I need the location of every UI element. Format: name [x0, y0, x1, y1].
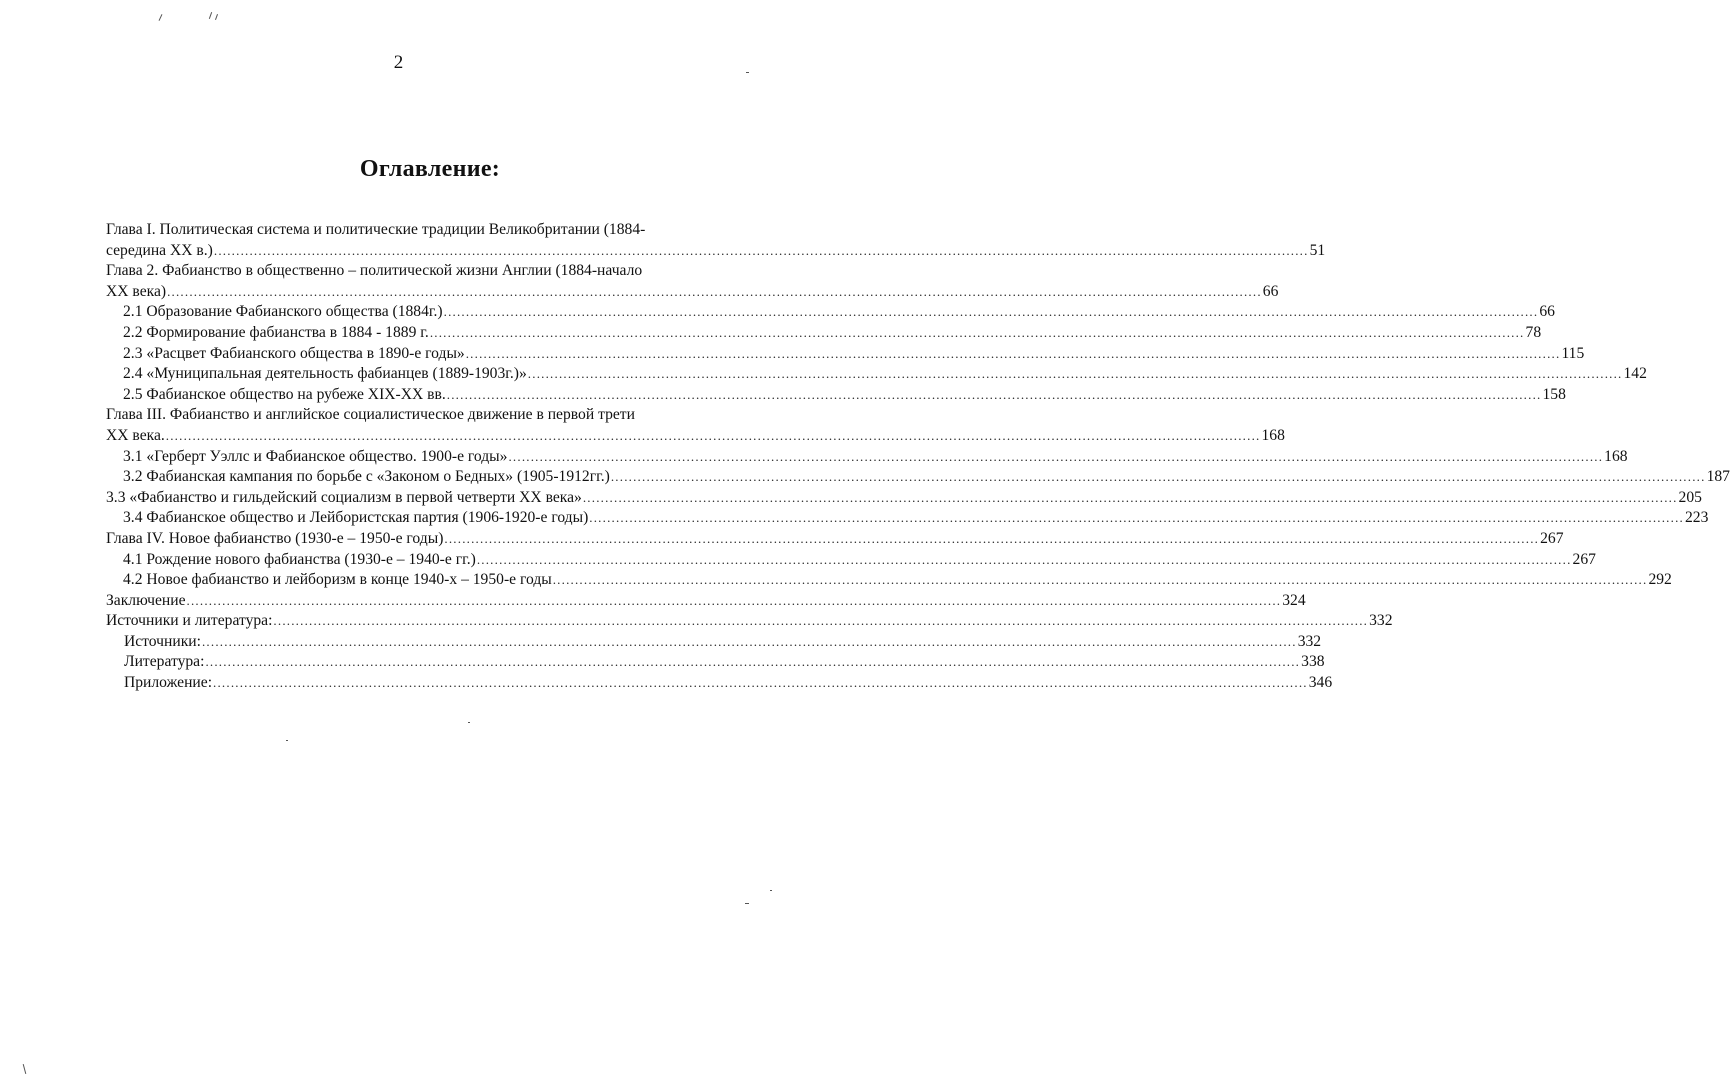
toc-entry-chapter-3-line1 — [106, 405, 753, 426]
toc-page-number: 346 — [1308, 674, 1333, 692]
toc-entry-appendix — [106, 673, 1333, 694]
leader-dots — [430, 323, 1525, 344]
leader-dots — [202, 632, 1297, 653]
toc-entry-text: 3.1 «Герберт Уэллс и Фабианское общество. 1900-е годы» — [123, 447, 508, 465]
toc-entry-text: Глава IV. Новое фабианство (1930-е – 1950-е годы) — [106, 529, 444, 547]
toc-entry-text: Глава I. Политическая система и политические традиции Великобритании (1884- — [106, 221, 646, 238]
toc-entry-sources — [106, 632, 1322, 653]
toc-entry-3-3 — [106, 488, 1702, 509]
toc-page-number: 332 — [1297, 632, 1322, 650]
leader-dots — [477, 550, 1572, 571]
toc-entry-3-2 — [106, 467, 1730, 488]
toc-page-number: 338 — [1301, 653, 1325, 671]
toc-entry-text: Источники: — [124, 632, 201, 650]
toc-entry-2-5 — [106, 385, 1566, 406]
toc-entry-text: 2.1 Образование Фабианского общества (1884г.) — [123, 303, 443, 321]
scan-speck — [215, 14, 218, 20]
toc-page-number: 292 — [1648, 571, 1672, 589]
toc-entry-2-3 — [106, 344, 1585, 365]
scan-speck — [746, 72, 749, 73]
leader-dots — [444, 529, 1539, 550]
toc-entry-chapter-2 — [106, 282, 1279, 303]
leader-dots — [187, 591, 1282, 612]
scan-speck — [468, 722, 470, 723]
toc-entry-sources-literature — [106, 611, 1393, 632]
page-number: 2 — [393, 52, 404, 73]
toc-page-number: 267 — [1572, 550, 1596, 568]
leader-dots — [583, 488, 1678, 509]
toc-entry-text: 2.2 Формирование фабианства в 1884 - 1889 г. — [123, 323, 429, 341]
toc-entry-2-1 — [106, 302, 1555, 323]
toc-entry-2-2 — [106, 323, 1542, 344]
toc-page-number: 223 — [1684, 509, 1709, 527]
toc-entry-text: Источники и литература: — [106, 612, 273, 630]
toc-entry-text: 2.5 Фабианское общество на рубеже XIX-XX вв. — [123, 385, 446, 403]
toc-entry-text: Заключение — [106, 591, 186, 609]
toc-entry-text: 4.2 Новое фабианство и лейборизм в конце 1940-х – 1950-е годы — [123, 571, 552, 589]
leader-dots — [214, 241, 1309, 262]
leader-dots — [273, 611, 1368, 632]
scan-speck — [23, 1064, 27, 1074]
toc-entry-literature — [106, 652, 1325, 673]
toc-entry-text: 3.3 «Фабианство и гильдейский социализм в первой четверти XX века» — [106, 488, 582, 506]
leader-dots — [447, 385, 1542, 406]
toc-page-number: 66 — [1262, 282, 1279, 300]
leader-dots — [589, 508, 1684, 529]
toc-page-number: 168 — [1604, 447, 1628, 465]
toc-entry-conclusion — [106, 591, 1306, 612]
toc-page-number: 205 — [1678, 488, 1702, 506]
toc-entry-2-4 — [106, 364, 1647, 385]
leader-dots — [528, 364, 1623, 385]
toc-entry-text: 3.2 Фабианская кампания по борьбе с «Законом о Бедных» (1905-1912гг.) — [123, 468, 610, 486]
scan-speck — [745, 903, 749, 904]
scan-speck — [286, 740, 288, 741]
toc-page-number: 51 — [1309, 241, 1326, 259]
toc-page-number: 324 — [1282, 591, 1306, 609]
toc-entry-text: Литература: — [124, 653, 205, 671]
toc-entry-chapter-2-line1 — [106, 261, 753, 282]
leader-dots — [166, 426, 1261, 447]
leader-dots — [466, 344, 1561, 365]
toc-entry-text: XX века) — [106, 282, 167, 300]
toc-entry-text: Приложение: — [124, 674, 213, 692]
toc-entry-text: 4.1 Рождение нового фабианства (1930-е – 1940-е гг.) — [123, 550, 476, 568]
toc-page-number: 168 — [1261, 426, 1285, 444]
leader-dots — [553, 570, 1648, 591]
toc-entry-chapter-3 — [106, 426, 1285, 447]
leader-dots — [167, 282, 1262, 303]
toc-entry-4-1 — [106, 550, 1596, 571]
leader-dots — [508, 447, 1603, 468]
toc-page-number: 142 — [1623, 365, 1647, 383]
leader-dots — [205, 652, 1300, 673]
scan-speck — [159, 14, 163, 21]
toc-entry-chapter-1-line1 — [106, 220, 753, 241]
toc-entry-text: Глава 2. Фабианство в общественно – политической жизни Англии (1884-начало — [106, 262, 643, 280]
toc-title: Оглавление: — [359, 156, 501, 182]
toc-entry-text: середина XX в.) — [106, 241, 213, 259]
toc-page-number: 66 — [1539, 303, 1555, 321]
toc-page-number: 78 — [1525, 323, 1542, 341]
scan-speck — [770, 890, 772, 891]
toc-entry-chapter-4 — [106, 529, 1564, 550]
toc-entry-4-2 — [106, 570, 1672, 591]
toc-page-number: 187 — [1706, 468, 1730, 486]
toc-entry-text: 2.3 «Расцвет Фабианского общества в 1890-е годы» — [123, 344, 465, 362]
toc-page-number: 267 — [1540, 529, 1564, 547]
toc-page-number: 158 — [1542, 385, 1566, 403]
leader-dots — [213, 673, 1308, 694]
toc-entry-text: 3.4 Фабианское общество и Лейбористская партия (1906-1920-е годы) — [123, 509, 589, 527]
toc-entry-text: Глава III. Фабианство и английское социалистическое движение в первой трети — [106, 406, 635, 424]
toc-page-number: 332 — [1369, 612, 1393, 630]
toc-entry-text: 2.4 «Муниципальная деятельность фабианцев (1889-1903г.)» — [123, 365, 527, 383]
toc-entry-3-4 — [106, 508, 1709, 529]
toc-entry-3-1 — [106, 447, 1628, 468]
toc-entry-text: XX века. — [106, 426, 165, 444]
toc-entry-chapter-1 — [106, 241, 1326, 262]
table-of-contents — [106, 220, 1730, 694]
scan-speck — [209, 12, 212, 19]
toc-page-number: 115 — [1561, 344, 1585, 362]
leader-dots — [444, 302, 1539, 323]
leader-dots — [611, 467, 1706, 488]
